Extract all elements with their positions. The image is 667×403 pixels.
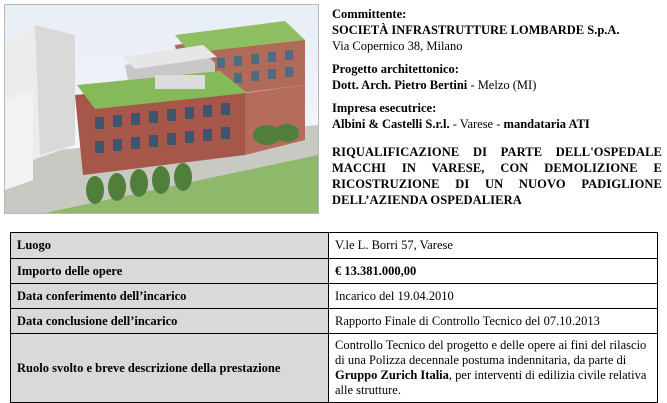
ruolo-text-bold: Gruppo Zurich Italia [335, 368, 449, 382]
ruolo-text-1: Controllo Tecnico del progetto e delle opere ai fini del rilascio di una Polizza decennale postuma indennitaria, da parte di [335, 338, 647, 367]
table-row [11, 233, 658, 259]
committente-label: Committente: [332, 7, 407, 21]
ruolo-text-2: , per interventi di edilizia civile relativa alle strutture. [335, 368, 647, 397]
conclusione-value: Rapporto Finale di Controllo Tecnico del 07.10.2013 [329, 309, 658, 334]
conferimento-value: Incarico del 19.04.2010 [329, 284, 658, 309]
committente-name: SOCIETÀ INFRASTRUTTURE LOMBARDE S.p.A. [332, 23, 620, 37]
table-row [11, 309, 658, 334]
impresa-place: - Varese - [449, 117, 504, 131]
progetto-block [332, 61, 662, 93]
committente-block [332, 6, 662, 54]
progetto-label: Progetto architettonico: [332, 62, 459, 76]
luogo-label: Luogo [11, 233, 329, 259]
impresa-role: mandataria ATI [503, 117, 590, 131]
table-row [11, 284, 658, 309]
importo-label: Importo delle opere [11, 259, 329, 284]
ruolo-label: Ruolo svolto e breve descrizione della prestazione [11, 334, 329, 403]
impresa-label: Impresa esecutrice: [332, 101, 437, 115]
project-title: RIQUALIFICAZIONE DI PARTE DELL'OSPEDALE MACCHI IN VARESE, CON DEMOLIZIONE E RICOSTRUZIONE DI UN NUOVO PADIGLIONE DELL’AZIENDA OSPEDALIERA [332, 145, 662, 207]
ruolo-value [329, 334, 658, 403]
details-table [10, 232, 658, 403]
progetto-name: Dott. Arch. Pietro Bertini [332, 78, 468, 92]
progetto-place: - Melzo (MI) [467, 78, 537, 92]
committente-address: Via Copernico 38, Milano [332, 39, 463, 53]
hospital-pavilion-render [5, 5, 318, 213]
project-info [332, 6, 662, 208]
impresa-block [332, 100, 662, 132]
conclusione-label: Data conclusione dell’incarico [11, 309, 329, 334]
building-render-image [4, 4, 319, 214]
conferimento-label: Data conferimento dell’incarico [11, 284, 329, 309]
importo-value: € 13.381.000,00 [329, 259, 658, 284]
table-row [11, 334, 658, 403]
luogo-value: V.le L. Borri 57, Varese [329, 233, 658, 259]
impresa-name: Albini & Castelli S.r.l. [332, 117, 450, 131]
table-row [11, 259, 658, 284]
